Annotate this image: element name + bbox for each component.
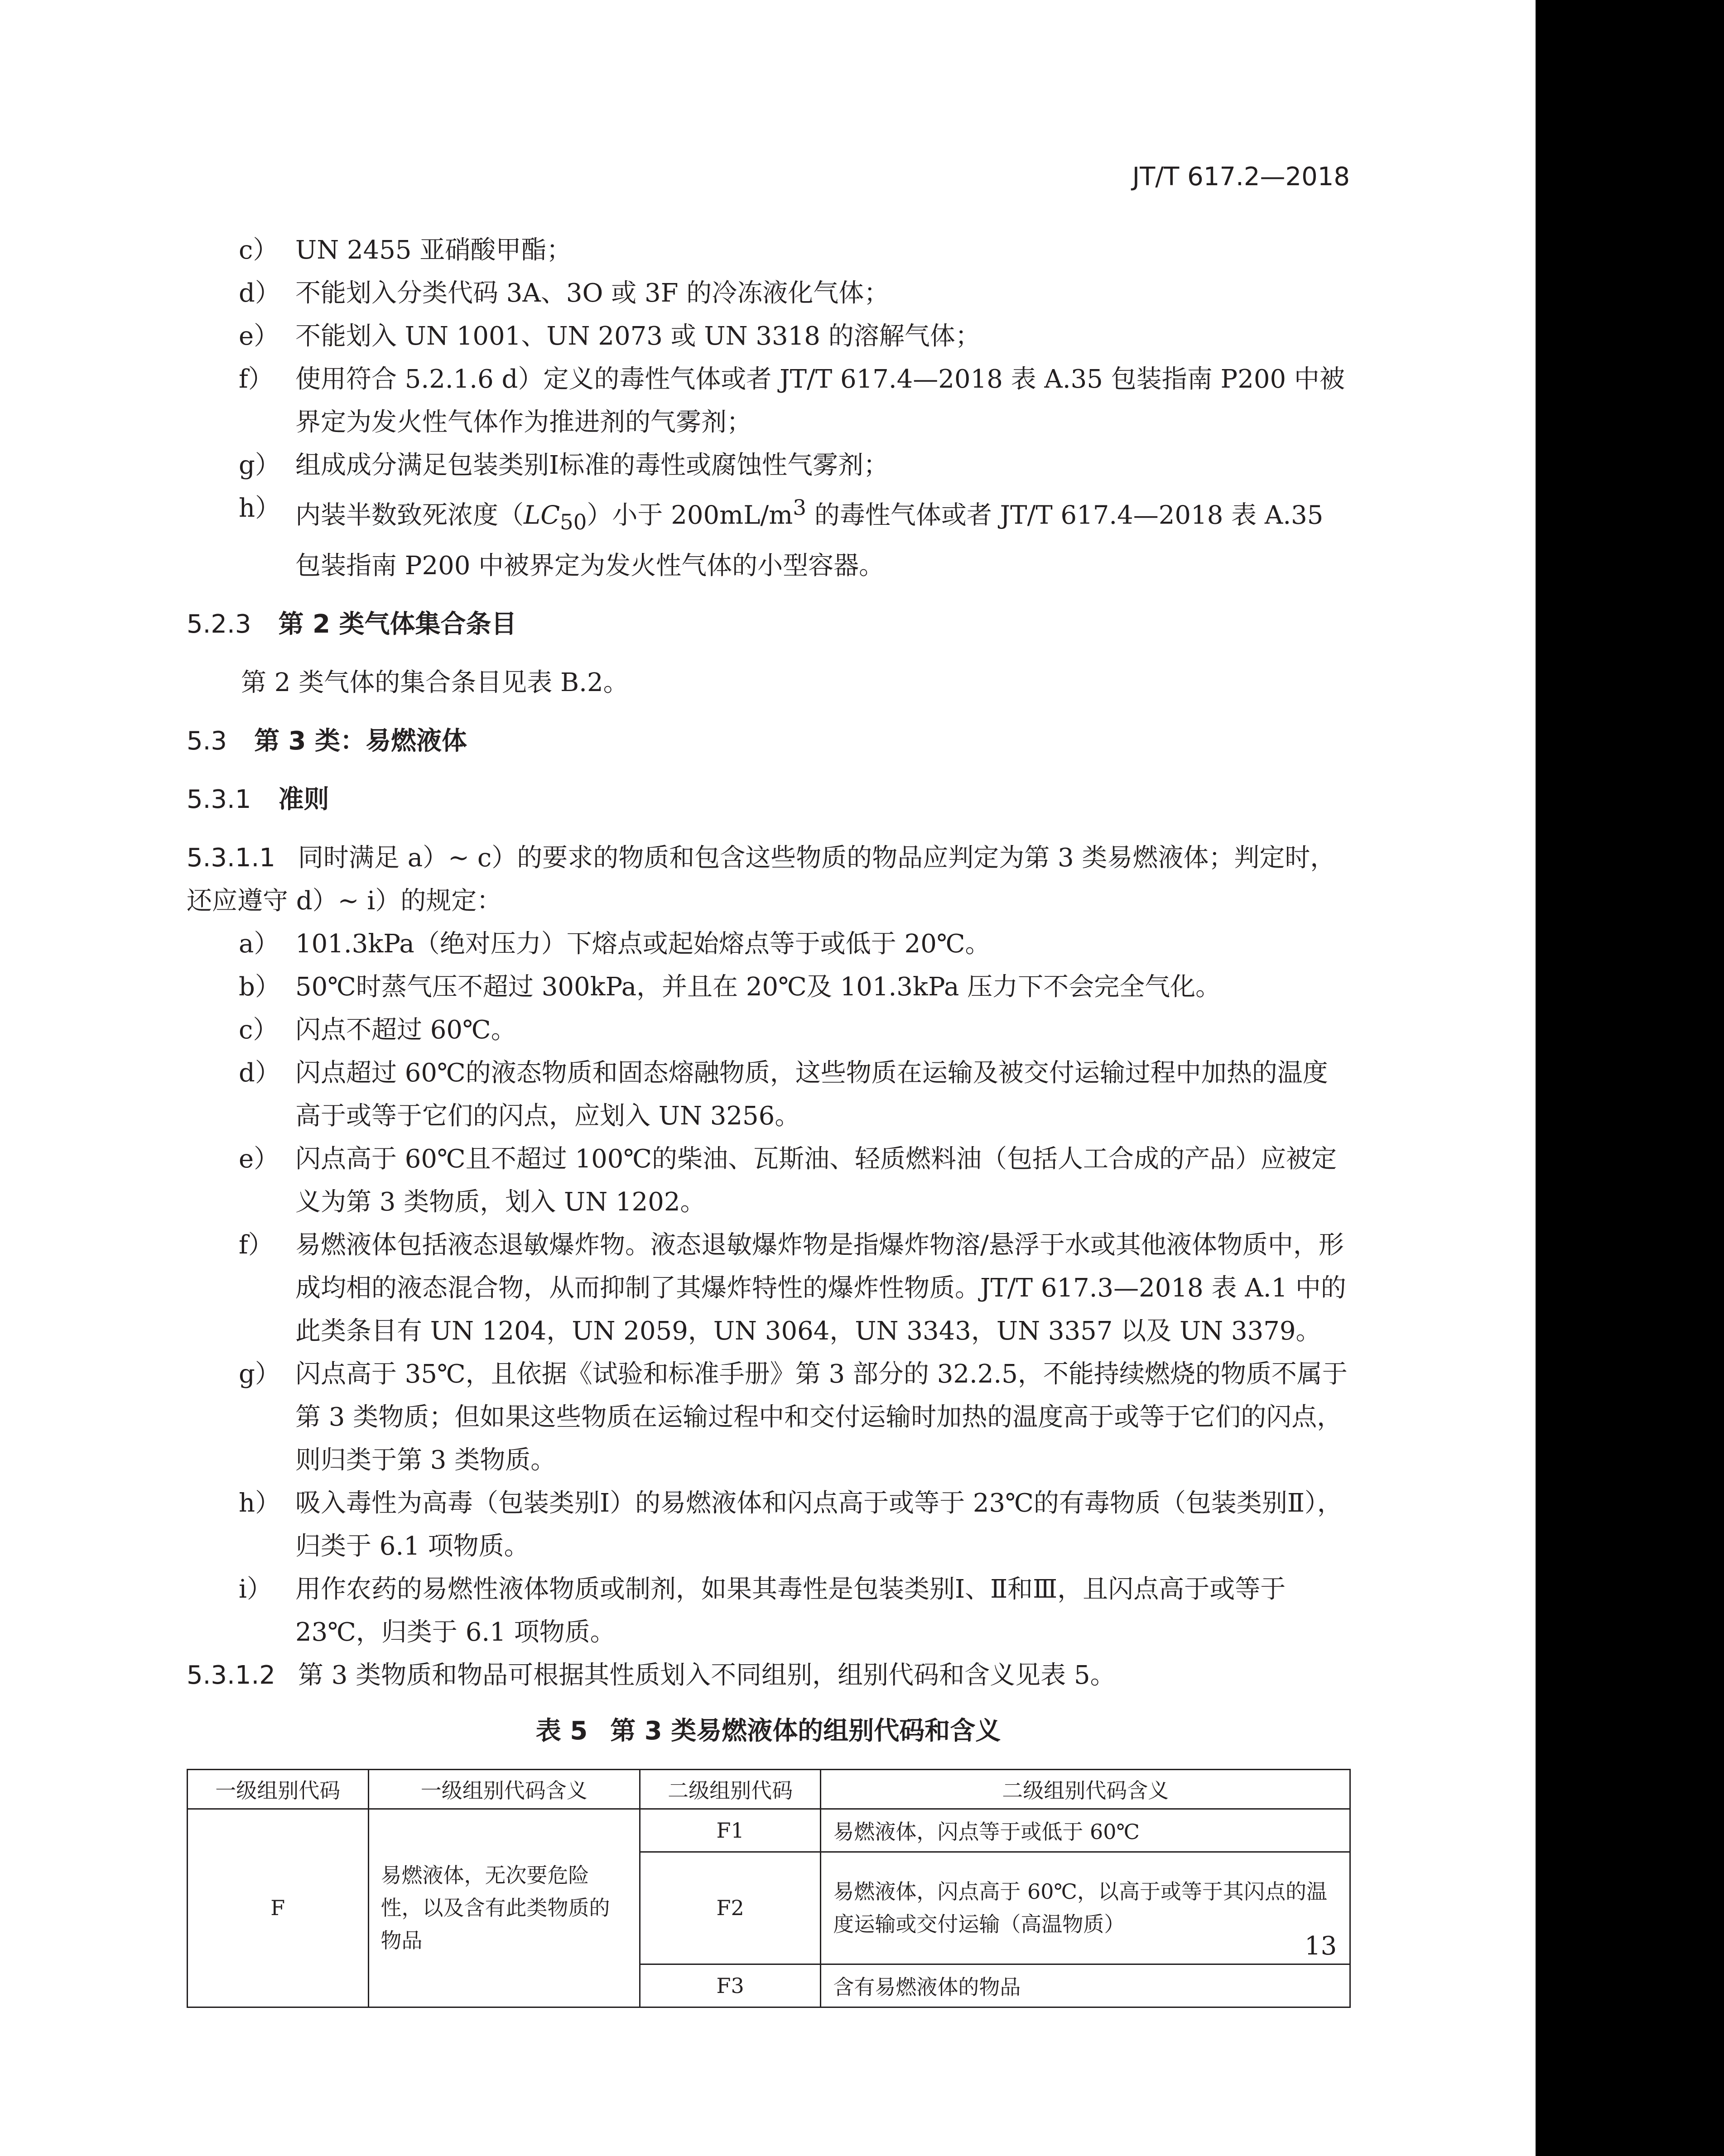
list-item: i） 用作农药的易燃性液体物质或制剂，如果其毒性是包装类别Ⅰ、Ⅱ和Ⅲ，且闪点高于或等于 23℃，归类于 6.1 项物质。 (239, 1574, 1286, 1647)
list-item: d） 不能划入分类代码 3A、3O 或 3F 的冷冻液化气体； (239, 279, 890, 308)
table-header-cell: 一级组别代码含义 (368, 1769, 640, 1809)
table-cell-group-code: F (188, 1809, 369, 2007)
scan-edge-bar (1536, 0, 1724, 2156)
section-heading-5-3: 5.3 第 3 类：易燃液体 (187, 726, 467, 756)
standard-number: JT/T 617.2—2018 (1132, 162, 1350, 192)
list-item: h） 吸入毒性为高毒（包装类别Ⅰ）的易燃液体和闪点高于或等于 23℃的有毒物质（包装类别Ⅱ），归类于 6.1 项物质。 (239, 1488, 1343, 1561)
list-item: a） 101.3kPa（绝对压力）下熔点或起始熔点等于或低于 20℃。 (239, 929, 991, 959)
page-content (187, 229, 1350, 2008)
table-header-cell: 一级组别代码 (188, 1769, 369, 1809)
clause-5-3-1-2: 5.3.1.2 第 3 类物质和物品可根据其性质划入不同组别，组别代码和含义见表 5。 (187, 1660, 1116, 1690)
list-item: b） 50℃时蒸气压不超过 300kPa，并且在 20℃及 101.3kPa 压力下不会完全气化。 (239, 972, 1221, 1002)
table-header-cell: 二级组别代码 (640, 1769, 821, 1809)
section-heading-5-2-3: 5.2.3 第 2 类气体集合条目 (187, 609, 517, 639)
table-cell-submeaning: 易燃液体，闪点高于 60℃，以高于或等于其闪点的温度运输或交付运输（高温物质） (821, 1852, 1350, 1964)
table-caption: 表 5 第 3 类易燃液体的组别代码和含义 (535, 1716, 1001, 1746)
table-cell-submeaning: 含有易燃液体的物品 (821, 1964, 1350, 2007)
table-cell-subcode: F1 (640, 1809, 821, 1852)
list-item: f） 使用符合 5.2.1.6 d）定义的毒性气体或者 JT/T 617.4—2018 表 A.35 包装指南 P200 中被界定为发火性气体作为推进剂的气雾剂； (239, 365, 1345, 437)
section-heading-5-3-1: 5.3.1 准则 (187, 784, 329, 814)
page-number: 13 (1305, 1931, 1337, 1961)
list-item: d） 闪点超过 60℃的液态物质和固态熔融物质，这些物质在运输及被交付运输过程中加热的温度高于或等于它们的闪点，应划入 UN 3256。 (239, 1058, 1328, 1131)
table-cell-subcode: F2 (640, 1852, 821, 1964)
table-row (188, 1809, 1350, 1852)
list-item: f） 易燃液体包括液态退敏爆炸物。液态退敏爆炸物是指爆炸物溶/悬浮于水或其他液体物质中，形成均相的液态混合物，从而抑制了其爆炸特性的爆炸性物质。JT/T 617.3—2018 表 A.1 中的此类条目有 UN 1204，UN 2059，UN 3064，UN 3343，UN 3357 以及 UN 3379。 (239, 1230, 1346, 1346)
list-item: c） 闪点不超过 60℃。 (239, 1015, 516, 1045)
list-item: e） 闪点高于 60℃且不超过 100℃的柴油、瓦斯油、轻质燃料油（包括人工合成的产品）应被定义为第 3 类物质，划入 UN 1202。 (239, 1144, 1337, 1217)
clause-5-3-1-1: 5.3.1.1 同时满足 a）~ c）的要求的物质和包含这些物质的物品应判定为第 3 类易燃液体；判定时，还应遵守 d）~ i）的规定： (187, 843, 1336, 916)
table-cell-subcode: F3 (640, 1964, 821, 2007)
table-5-group-codes (187, 1769, 1351, 2008)
list-item: e） 不能划入 UN 1001、UN 2073 或 UN 3318 的溶解气体； (239, 322, 981, 351)
table-cell-submeaning: 易燃液体，闪点等于或低于 60℃ (821, 1809, 1350, 1852)
table-header-cell: 二级组别代码含义 (821, 1769, 1350, 1809)
list-item: h） 内装半数致死浓度$(LC_{50})$小于 $200mL/m^3$ 的毒性气体或者 JT/T 617.4—2018 表 A.35 包装指南 P200 中被界定为发火性气体的小型容器。 (239, 494, 1324, 581)
list-item: g） 闪点高于 35℃，且依据《试验和标准手册》第 3 部分的 32.2.5，不能持续燃烧的物质不属于第 3 类物质；但如果这些物质在运输过程中和交付运输时加热的温度高于或等于它们的闪点，则归类于第 3 类物质。 (239, 1359, 1348, 1475)
table-header-row (188, 1769, 1350, 1809)
table-cell-group-meaning: 易燃液体，无次要危险性，以及含有此类物质的物品 (368, 1809, 640, 2007)
section-paragraph: 第 2 类气体的集合条目见表 B.2。 (241, 667, 629, 697)
list-item: g） 组成成分满足包装类别Ⅰ标准的毒性或腐蚀性气雾剂； (239, 451, 889, 480)
list-item: c） UN 2455 亚硝酸甲酯； (239, 235, 572, 265)
